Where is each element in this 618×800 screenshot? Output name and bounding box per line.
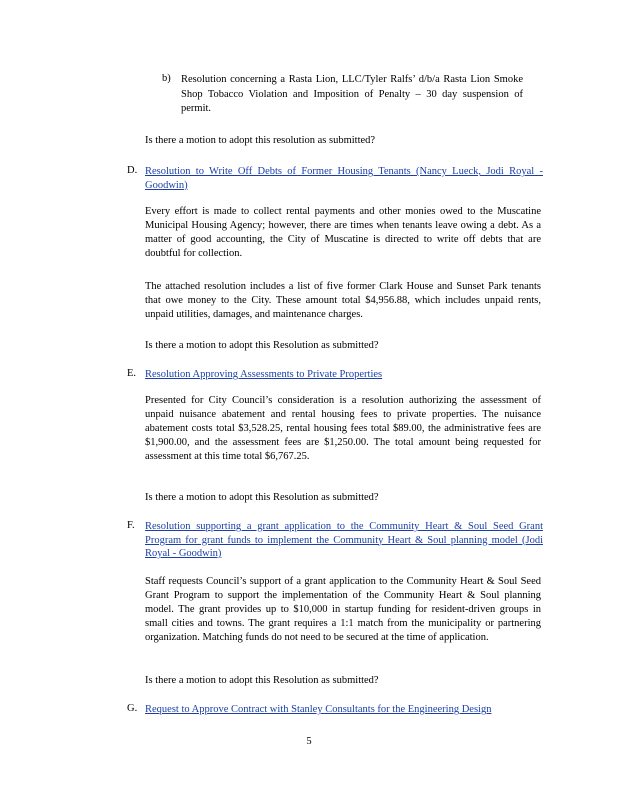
motion-question-b: Is there a motion to adopt this resolution as submitted? — [145, 135, 376, 146]
section-d-title[interactable]: Resolution to Write Off Debts of Former Housing Tenants (Nancy Lueck, Jodi Royal - Goodwin) — [145, 166, 543, 191]
section-d-letter: D. — [127, 165, 138, 176]
section-e-title[interactable]: Resolution Approving Assessments to Private Properties — [145, 369, 383, 380]
section-d-title-link[interactable] — [145, 165, 543, 192]
item-b-label: b) — [162, 73, 171, 84]
section-e-letter: E. — [127, 368, 137, 379]
motion-question-e: Is there a motion to adopt this Resolution as submitted? — [145, 492, 379, 503]
motion-question-f: Is there a motion to adopt this Resolution as submitted? — [145, 675, 379, 686]
section-d-paragraph-1: Every effort is made to collect rental payments and other monies owed to the Muscatine Municipal Housing Agency; however, there are times when tenants leave owing a debt. As a matter of good accounting, the City of Muscatine is directed to write off debts that are doubtful for collection. — [145, 206, 541, 259]
section-g-letter: G. — [127, 703, 138, 714]
section-f-title-link[interactable] — [145, 520, 543, 561]
section-e-paragraph-1: Presented for City Council’s consideration is a resolution authorizing the assessment of unpaid nuisance abatement and rental housing fees to private properties. The nuisance abatement costs total $3,528.25, rental housing fees total $89.00, the administrative fees are $1,900.00, and the assessment fees are $1,250.00. The total amount being requested for assessment at this time total $6,767.25. — [145, 395, 541, 462]
motion-question-d: Is there a motion to adopt this Resolution as submitted? — [145, 340, 379, 351]
section-f-title[interactable]: Resolution supporting a grant application to the Community Heart & Soul Seed Grant Program for grant funds to implement the Community Heart & Soul planning model (Jodi Royal - Goodwin) — [145, 521, 543, 559]
item-b-text: Resolution concerning a Rasta Lion, LLC/Tyler Ralfs’ d/b/a Rasta Lion Smoke Shop Tobacco Violation and Imposition of Penalty – 30 day suspension of permit. — [181, 74, 523, 114]
section-f-paragraph-1: Staff requests Council’s support of a grant application to the Community Heart & Soul Seed Grant Program to support the implementation of the Community Heart & Soul planning model. The grant provides up to $10,000 in startup funding for resident-driven groups in small cities and towns. The grant requires a 1:1 match from the municipality or partnering organization. Matching funds do not need to be secured at the time of application. — [145, 576, 541, 643]
section-f-letter: F. — [127, 520, 135, 531]
section-g-title-link[interactable] — [145, 703, 543, 717]
section-g-title[interactable]: Request to Approve Contract with Stanley Consultants for the Engineering Design — [145, 704, 492, 715]
page-number: 5 — [306, 736, 312, 747]
section-d-paragraph-2: The attached resolution includes a list of five former Clark House and Sunset Park tenants that owe money to the City. These amount total $4,956.88, which includes unpaid rents, unpaid utilities, damages, and maintenance charges. — [145, 281, 541, 320]
section-e-title-link[interactable] — [145, 368, 543, 382]
